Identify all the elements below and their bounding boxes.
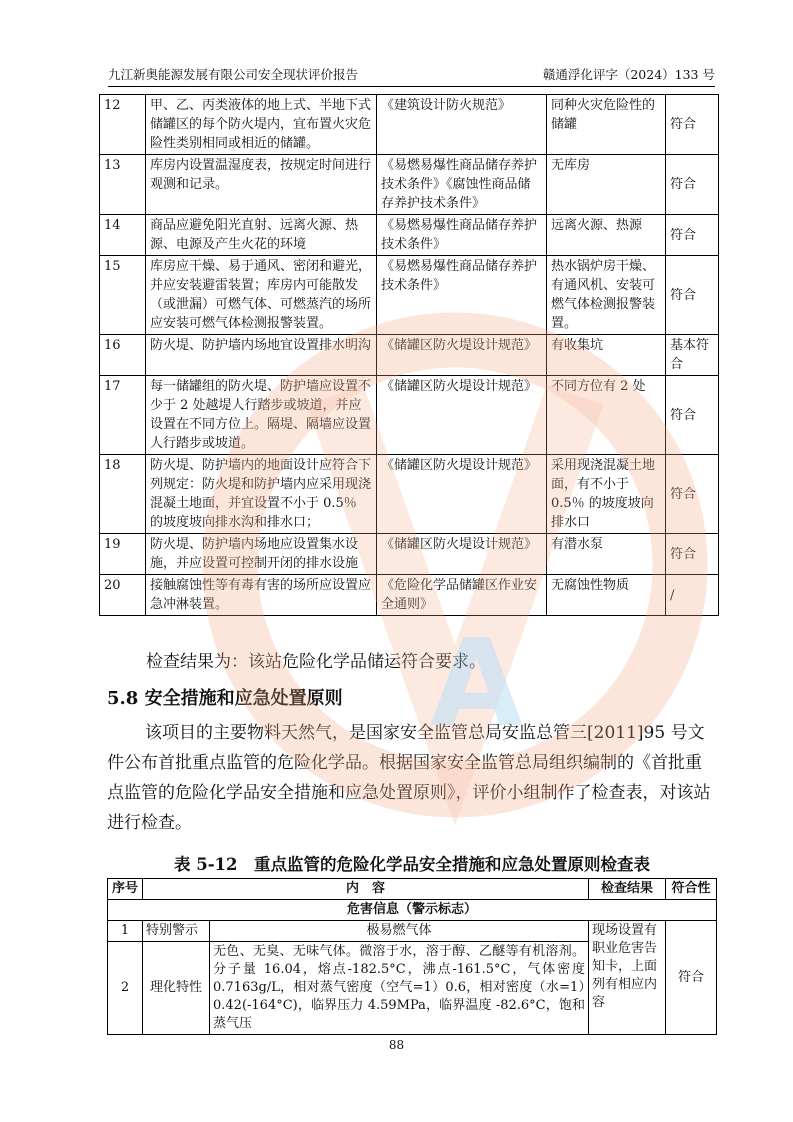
row-basis: 《建筑设计防火规范》 [377, 95, 547, 155]
row-requirement: 商品应避免阳光直射、远离火源、热源、电源及产生火花的环境 [146, 215, 377, 256]
row-requirement: 防火堤、防护墙内的地面设计应符合下列规定：防火堤和防护墙内应采用现浇混凝土地面，并宜设置不小于 0.5％ 的坡度坡向排水沟和排水口； [146, 455, 377, 534]
row-result: 有潜水泵 [547, 534, 666, 575]
table-row [108, 921, 717, 942]
row-requirement: 接触腐蚀性等有毒有害的场所应设置应急冲淋装置。 [146, 575, 377, 616]
row-content: 极易燃气体 [210, 921, 589, 942]
row-result: 无腐蚀性物质 [547, 575, 666, 616]
row-result: 采用现浇混凝土地面，有不小于 0.5％ 的坡度坡向排水口 [547, 455, 666, 534]
row-num: 1 [108, 921, 143, 942]
row-num: 17 [100, 376, 146, 455]
table-row [100, 155, 719, 215]
row-conformity: 符合 [666, 215, 719, 256]
group-row [108, 900, 717, 921]
row-conformity: 符合 [666, 534, 719, 575]
row-basis: 《储罐区防火堤设计规范》 [377, 534, 547, 575]
page-number: 88 [388, 1038, 405, 1052]
row-basis: 《易燃易爆性商品储存养护技术条件》 [377, 256, 547, 335]
row-content: 无色、无臭、无味气体。微溶于水，溶于醇、乙醚等有机溶剂。分子量 16.04，熔点-182.5°C，沸点-161.5°C，气体密度 0.7163g/L，相对蒸气密度（空气=1）0.6，相对密度（水=1）0.42(-164°C)，临界压力 4.59MPa，临界温度 -82.6°C，饱和蒸气压 [210, 942, 589, 1035]
row-conformity: 符合 [666, 95, 719, 155]
row-num: 14 [100, 215, 146, 256]
row-result: 有收集坑 [547, 335, 666, 376]
storage-check-table-body [100, 95, 719, 616]
row-num: 16 [100, 335, 146, 376]
row-conformity: 符合 [666, 376, 719, 455]
table-row [100, 575, 719, 616]
row-basis: 《储罐区防火堤设计规范》 [377, 455, 547, 534]
row-requirement: 防火堤、防护墙内场地宜设置排水明沟 [146, 335, 377, 376]
row-num: 19 [100, 534, 146, 575]
table-row [100, 215, 719, 256]
section-title: 5.8 安全措施和应急处置原则 [107, 688, 343, 709]
page-header [108, 66, 715, 87]
row-basis: 《易燃易爆性商品储存养护技术条件》 [377, 215, 547, 256]
row-requirement: 防火堤、防护墙内场地应设置集水设施，并应设置可控制开闭的排水设施 [146, 534, 377, 575]
table-row [100, 256, 719, 335]
row-conformity: 符合 [666, 256, 719, 335]
row-conformity: 基本符合 [666, 335, 719, 376]
section-paragraph: 该项目的主要物料天然气，是国家安全监管总局安监总管三[2011]95 号文件公布首批重点监管的危险化学品。根据国家安全监管总局组织编制的《首批重点监管的危险化学品安全措施和应急处置原则》，评价小组制作了检查表，对该站进行检查。 [107, 723, 711, 833]
table-row [100, 335, 719, 376]
table-row [100, 455, 719, 534]
merged-conformity: 符合 [666, 921, 717, 1035]
svg-text:A: A [430, 615, 523, 754]
row-num: 15 [100, 256, 146, 335]
row-basis: 《易燃易爆性商品储存养护技术条件》《腐蚀性商品储存养护技术条件》 [377, 155, 547, 215]
row-conformity: / [666, 575, 719, 616]
row-label: 特别警示 [143, 921, 210, 942]
row-result: 无库房 [547, 155, 666, 215]
row-basis: 《储罐区防火堤设计规范》 [377, 376, 547, 455]
row-num: 20 [100, 575, 146, 616]
row-num: 12 [100, 95, 146, 155]
row-requirement: 每一储罐组的防火堤、防护墙应设置不少于 2 处越堤人行踏步或坡道，并应设置在不同方位上。隔堤、隔墙应设置人行踏步或坡道。 [146, 376, 377, 455]
row-requirement: 库房应干燥、易于通风、密闭和避光，并应安装避雷装置；库房内可能散发（或泄漏）可燃气体、可燃蒸汽的场所应安装可燃气体检测报警装置。 [146, 256, 377, 335]
row-label: 理化特性 [143, 942, 210, 1035]
row-num: 18 [100, 455, 146, 534]
row-basis: 《储罐区防火堤设计规范》 [377, 335, 547, 376]
table-caption: 表 5-12 重点监管的危险化学品安全措施和应急处置原则检查表 [173, 855, 651, 874]
row-num: 2 [108, 942, 143, 1035]
header-content: 内 容 [143, 879, 589, 900]
row-conformity: 符合 [666, 455, 719, 534]
header-num: 序号 [108, 879, 143, 900]
header-conformity: 符合性 [666, 879, 717, 900]
group-label: 危害信息（警示标志） [108, 900, 717, 921]
row-requirement: 库房内设置温湿度表，按规定时间进行观测和记录。 [146, 155, 377, 215]
header-company: 九江新奥能源发展有限公司安全现状评价报告 [108, 67, 359, 82]
check-result-text: 检查结果为：该站危险化学品储运符合要求。 [146, 652, 486, 672]
header-report-number: 赣通浮化评字（2024）133 号 [542, 67, 715, 82]
storage-check-table [99, 94, 719, 616]
safety-measures-table [107, 878, 717, 1035]
table-header-row [108, 879, 717, 900]
table-row [100, 95, 719, 155]
row-requirement: 甲、乙、丙类液体的地上式、半地下式储罐区的每个防火堤内，宜布置火灾危险性类别相同或相近的储罐。 [146, 95, 377, 155]
row-basis: 《危险化学品储罐区作业安全通则》 [377, 575, 547, 616]
header-result: 检查结果 [589, 879, 666, 900]
row-result: 不同方位有 2 处 [547, 376, 666, 455]
merged-result: 现场设置有职业危害告知卡，上面列有相应内容 [589, 921, 666, 1035]
row-result: 同种火灾危险性的储罐 [547, 95, 666, 155]
table-row [100, 376, 719, 455]
table-row [100, 534, 719, 575]
row-conformity: 符合 [666, 155, 719, 215]
row-num: 13 [100, 155, 146, 215]
row-result: 远离火源、热源 [547, 215, 666, 256]
row-result: 热水锅炉房干燥、有通风机、安装可燃气体检测报警装置。 [547, 256, 666, 335]
